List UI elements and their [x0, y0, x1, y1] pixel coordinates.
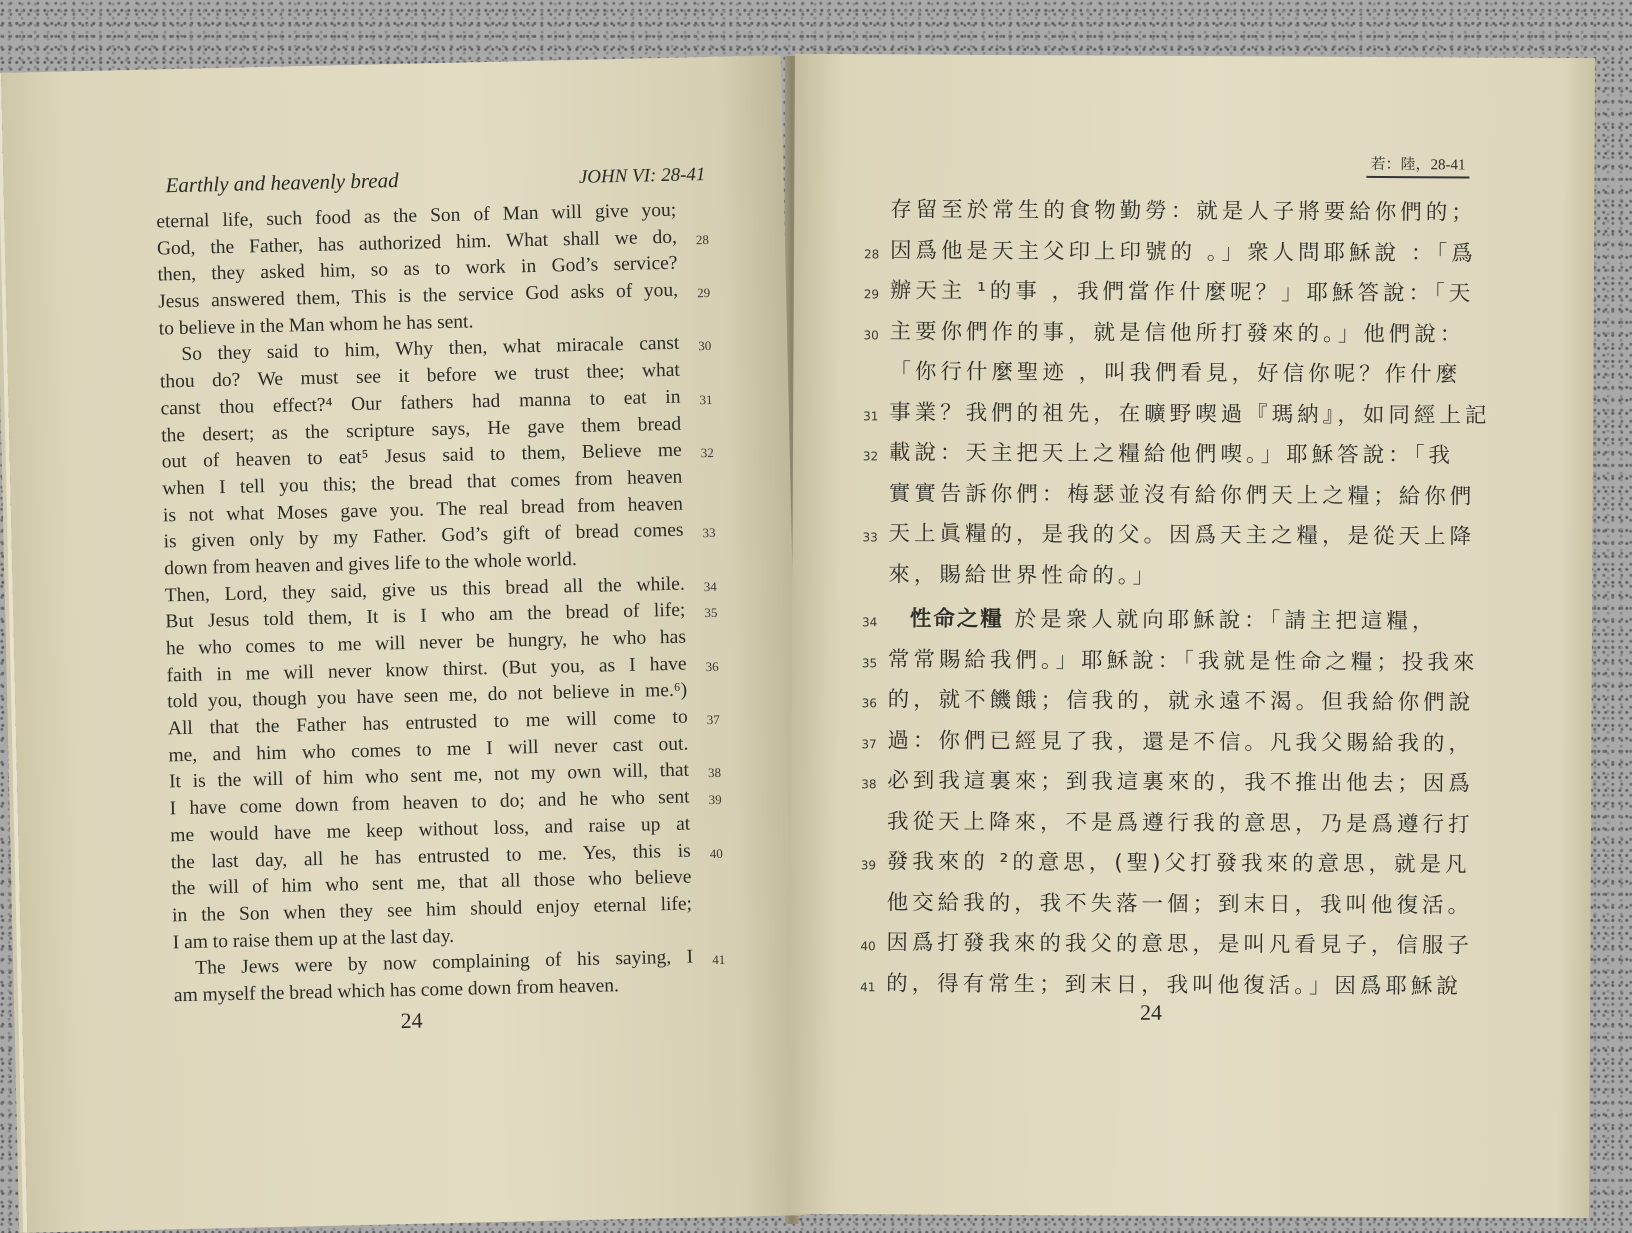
- english-line-text: So they said to him, Why then, what miracale canst: [181, 333, 680, 366]
- verse-number: 31: [863, 408, 879, 423]
- chinese-line-text: 因爲打發我來的我父的意思，是叫凡看見子，信服子: [886, 930, 1473, 959]
- verse-number: 34: [703, 578, 717, 594]
- chinese-line: [863, 393, 1491, 437]
- chinese-line: [860, 923, 1473, 967]
- english-line-text: is given only by my Father. God’s gift of bread comes: [163, 519, 684, 553]
- english-line-text: am myself the bread which has come down from heaven.: [173, 975, 620, 1007]
- english-line-text: canst thou effect?⁴ Our fathers had manna to eat in: [160, 386, 681, 420]
- english-line-text: he who comes to me will never be hungry, he who has: [165, 626, 687, 660]
- verse-number: 29: [696, 285, 711, 301]
- chinese-text-block: [860, 190, 1491, 1007]
- chinese-line-text: 辦天主 ¹的事 ，我們當作什麼呢？」耶穌答說：「天: [889, 278, 1475, 307]
- verse-number: 32: [700, 445, 714, 461]
- left-page: [1, 55, 807, 1232]
- verse-number: 38: [707, 765, 722, 781]
- chinese-line: [861, 640, 1479, 684]
- chinese-line-text: 載說：天主把天上之糧給他們喫。」耶穌答說：「我: [888, 440, 1455, 469]
- english-line-text: the will of him who sent me, that all those who believe: [171, 866, 692, 900]
- english-line-text: God, the Father, has authorized him. What shall we do,: [156, 226, 678, 260]
- verse-number: 30: [698, 338, 712, 354]
- right-page: [789, 54, 1595, 1218]
- english-line-text: when I tell you this; the bread that comes from heaven: [162, 466, 683, 500]
- chinese-line: [861, 842, 1471, 886]
- chinese-line-text: 「你行什麼聖迹 ，叫我們看見，好信你呢？作什麼: [889, 359, 1462, 388]
- verse-number: 32: [862, 449, 879, 464]
- section-heading: 性命之糧: [909, 606, 1004, 633]
- english-line-text: me, and him who comes to me I will never cast out.: [168, 733, 689, 767]
- english-line-text: I have come down from heaven to do; and he who sent: [169, 786, 690, 820]
- english-line-text: Jesus answered them, This is the service God asks of you,: [157, 279, 679, 313]
- chinese-line: [861, 761, 1474, 805]
- verse-number: 41: [712, 952, 726, 968]
- chinese-line-text: 天上眞糧的，是我的父。因爲天主之糧，是從天上降: [888, 521, 1476, 550]
- chinese-line: [860, 883, 1474, 927]
- chinese-line-text: 於是衆人就向耶穌說：「請主把這糧，: [1014, 607, 1438, 635]
- left-running-head: [165, 161, 705, 198]
- english-line-text: then, they asked him, so as to work in God’s service?: [157, 253, 678, 286]
- chinese-line-text: 常常賜給我們。」耶穌說：「我就是性命之糧；投我來: [887, 646, 1479, 675]
- verse-number: 40: [709, 845, 723, 861]
- verse-number: 35: [704, 605, 718, 621]
- verse-number: 30: [863, 327, 879, 342]
- chinese-line-text: 發我來的 ²的意思，(聖)父打發我來的意思，就是凡: [886, 849, 1471, 878]
- verse-number: 36: [861, 696, 877, 711]
- english-line-text: the last day, all he has entrusted to me. Yes, this is: [170, 840, 691, 873]
- chinese-line: [864, 190, 1477, 234]
- chinese-line: [864, 271, 1474, 315]
- chinese-line: [863, 474, 1476, 518]
- chinese-line: [863, 352, 1473, 396]
- verse-number: 36: [705, 658, 719, 674]
- english-line-text: in the Son when they see him should enjoy eternal life;: [171, 893, 693, 927]
- english-line-text: But Jesus told them, It is I who am the bread of life;: [165, 599, 686, 633]
- verse-number: 40: [860, 939, 876, 954]
- english-line-text: thou do? We must see it before we trust thee; what: [159, 359, 681, 393]
- verse-number: 28: [863, 246, 880, 261]
- english-line-text: All that the Father has entrusted to me will come to: [167, 706, 688, 740]
- chapter-reference: JOHN VI: 28-41: [578, 164, 706, 188]
- verse-number: 33: [862, 530, 878, 545]
- chinese-line-text: 的，得有常生；到末日，我叫他復活。」因爲耶穌說: [886, 970, 1462, 999]
- verse-number: 29: [863, 287, 880, 302]
- chinese-chapter-reference: 若：陸，28-41: [1366, 153, 1469, 179]
- english-line-text: It is the will of him who sent me, not my own will, that: [168, 760, 690, 793]
- english-line-text: out of heaven to eat⁵ Jesus said to them, Believe me: [161, 439, 682, 473]
- chinese-line-text: 必到我這裏來；到我這裏來的，我不推出他去；因爲: [887, 768, 1474, 797]
- verse-number: 31: [699, 391, 713, 408]
- chinese-line: [863, 231, 1477, 275]
- chinese-line-text: 事業？我們的祖先，在曠野喫過『瑪納』，如同經上記: [889, 399, 1491, 429]
- running-title: Earthly and heavenly bread: [165, 168, 399, 198]
- verse-number: 28: [695, 231, 710, 247]
- chinese-line: [861, 680, 1475, 724]
- chinese-line-text: 因爲他是天主父印上印號的 。」衆人問耶穌說 ：「爲: [889, 237, 1477, 266]
- verse-number: 37: [706, 711, 720, 728]
- chinese-line: [863, 433, 1473, 477]
- english-line-text: The Jews were by now complaining of his saying, I: [195, 946, 694, 980]
- english-text-block: [156, 197, 726, 1010]
- english-line-text: to believe in the Man whom he has sent.: [158, 311, 474, 340]
- english-line-text: eternal life, such food as the Son of Man will give you;: [156, 199, 677, 233]
- verse-number: 37: [861, 736, 877, 751]
- verse-number: 39: [860, 858, 877, 873]
- chinese-line-text: 他交給我的，我不失落一個；到末日，我叫他復活。: [886, 889, 1474, 918]
- chinese-line: [861, 802, 1474, 846]
- english-line-text: the desert; as the scripture says, He gave them bread: [160, 413, 682, 446]
- verse-number: 41: [860, 979, 876, 994]
- chinese-line: [861, 721, 1475, 765]
- verse-number: 33: [702, 525, 716, 541]
- chinese-line-text: 過：你們已經見了我，還是不信。凡我父賜給我的，: [887, 727, 1475, 756]
- english-line-text: me would have me keep without loss, and raise up at: [170, 813, 691, 847]
- chinese-line: [862, 599, 1472, 643]
- chinese-line-text: 我從天上降來，不是爲遵行我的意思，乃是爲遵行打: [886, 808, 1474, 837]
- right-page-number: 24: [1139, 999, 1163, 1025]
- verse-number: 34: [862, 615, 878, 630]
- chinese-line-text: 實實告訴你們：梅瑟並沒有給你們天上之糧；給你們: [888, 480, 1476, 509]
- english-line-text: down from heaven and gives life to the whole world.: [163, 548, 578, 580]
- verse-number: 35: [861, 655, 878, 670]
- chinese-line-text: 的，就不饑餓；信我的，就永遠不渴。但我給你們說: [887, 687, 1475, 716]
- english-line-text: I am to raise them up at the last day.: [172, 925, 455, 953]
- chinese-line: [860, 964, 1470, 1008]
- english-line-text: told you, though you have seen me, do not believe in me.⁶): [167, 679, 688, 713]
- english-line-text: Then, Lord, they said, give us this bread all the while.: [164, 573, 685, 607]
- english-line-text: faith in me will never know thirst. (But you, as I have: [166, 653, 687, 687]
- chinese-line: [862, 555, 1472, 599]
- english-line-text: is not what Moses gave you. The real bread from heaven: [162, 493, 684, 526]
- left-page-number: 24: [400, 1007, 423, 1034]
- chinese-line-text: 存留至於常生的食物勤勞：就是人子將要給你們的；: [890, 197, 1477, 226]
- chinese-line: [863, 312, 1473, 356]
- verse-number: 38: [861, 777, 877, 792]
- chinese-line-text: 來，賜給世界性命的。」: [888, 561, 1159, 589]
- chinese-line-text: 主要你們作的事，就是信他所打發來的。」他們說：: [889, 318, 1466, 347]
- chinese-line: [862, 514, 1476, 558]
- verse-number: 39: [708, 791, 722, 808]
